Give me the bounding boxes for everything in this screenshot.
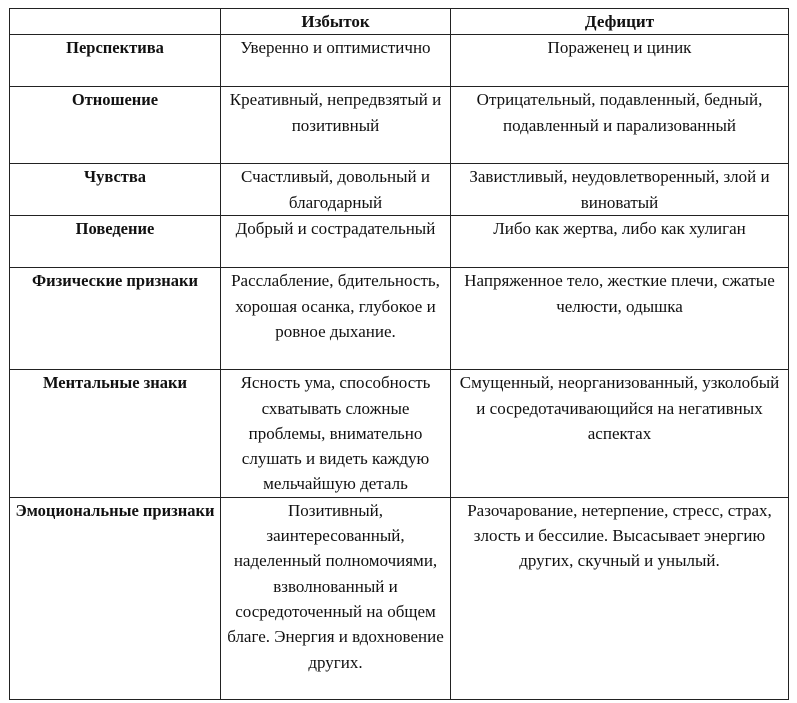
table-row: [10, 216, 789, 268]
header-deficit: Дефицит: [451, 9, 789, 35]
row-label: Поведение: [10, 216, 221, 268]
excess-cell: Счастливый, довольный и благодарный: [221, 164, 451, 216]
deficit-cell: Либо как жертва, либо как хулиган: [451, 216, 789, 268]
table-row: [10, 87, 789, 164]
comparison-table: [9, 8, 789, 700]
row-label: Чувства: [10, 164, 221, 216]
table-row: [10, 268, 789, 370]
excess-cell: Уверенно и оптимистично: [221, 35, 451, 87]
deficit-cell: Смущенный, неорганизованный, узколобый и сосредотачивающийся на негативных аспектах: [451, 370, 789, 497]
table-header-row: [10, 9, 789, 35]
excess-cell: Расслабление, бдительность, хорошая осанка, глубокое и ровное дыхание.: [221, 268, 451, 370]
header-empty-cell: [10, 9, 221, 35]
row-label: Отношение: [10, 87, 221, 164]
deficit-cell: Пораженец и циник: [451, 35, 789, 87]
table-row: [10, 35, 789, 87]
deficit-cell: Отрицательный, подавленный, бедный, подавленный и парализованный: [451, 87, 789, 164]
excess-cell: Ясность ума, способность схватывать сложные проблемы, внимательно слушать и видеть каждую мельчайшую деталь: [221, 370, 451, 497]
table-row: [10, 370, 789, 497]
excess-cell: Позитивный, заинтересованный, наделенный полномочиями, взволнованный и сосредоточенный на общем благе. Энергия и вдохновение других.: [221, 497, 451, 699]
deficit-cell: Разочарование, нетерпение, стресс, страх, злость и бессилие. Высасывает энергию других, скучный и унылый.: [451, 497, 789, 699]
row-label: Физические признаки: [10, 268, 221, 370]
row-label: Эмоциональные признаки: [10, 497, 221, 699]
table-row: [10, 164, 789, 216]
excess-cell: Креативный, непредвзятый и позитивный: [221, 87, 451, 164]
deficit-cell: Завистливый, неудовлетворенный, злой и виноватый: [451, 164, 789, 216]
table-row: [10, 497, 789, 699]
row-label: Ментальные знаки: [10, 370, 221, 497]
excess-cell: Добрый и сострадательный: [221, 216, 451, 268]
deficit-cell: Напряженное тело, жесткие плечи, сжатые челюсти, одышка: [451, 268, 789, 370]
row-label: Перспектива: [10, 35, 221, 87]
header-excess: Избыток: [221, 9, 451, 35]
